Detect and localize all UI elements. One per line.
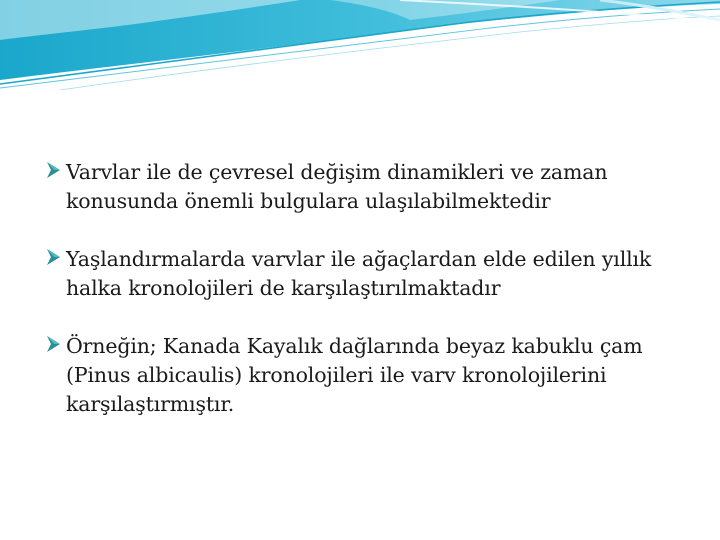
arrow-bullet-icon xyxy=(46,160,62,180)
bullet-list xyxy=(46,158,686,448)
bullet-text: Yaşlandırmalarda varvlar ile ağaçlardan elde edilen yıllık halka kronolojileri de karşılaştırılmaktadır xyxy=(66,247,652,300)
list-item xyxy=(46,158,686,216)
arrow-bullet-icon xyxy=(46,247,62,267)
header-wave-decoration xyxy=(0,0,720,90)
list-item xyxy=(46,332,686,419)
bullet-text: Varvlar ile de çevresel değişim dinamikleri ve zaman konusunda önemli bulgulara ulaşılabilmektedir xyxy=(66,160,608,213)
list-item xyxy=(46,245,686,303)
bullet-text: Örneğin; Kanada Kayalık dağlarında beyaz kabuklu çam (Pinus albicaulis) kronolojileri ile varv kronolojilerini karşılaştırmıştır. xyxy=(66,334,643,416)
arrow-bullet-icon xyxy=(46,334,62,354)
